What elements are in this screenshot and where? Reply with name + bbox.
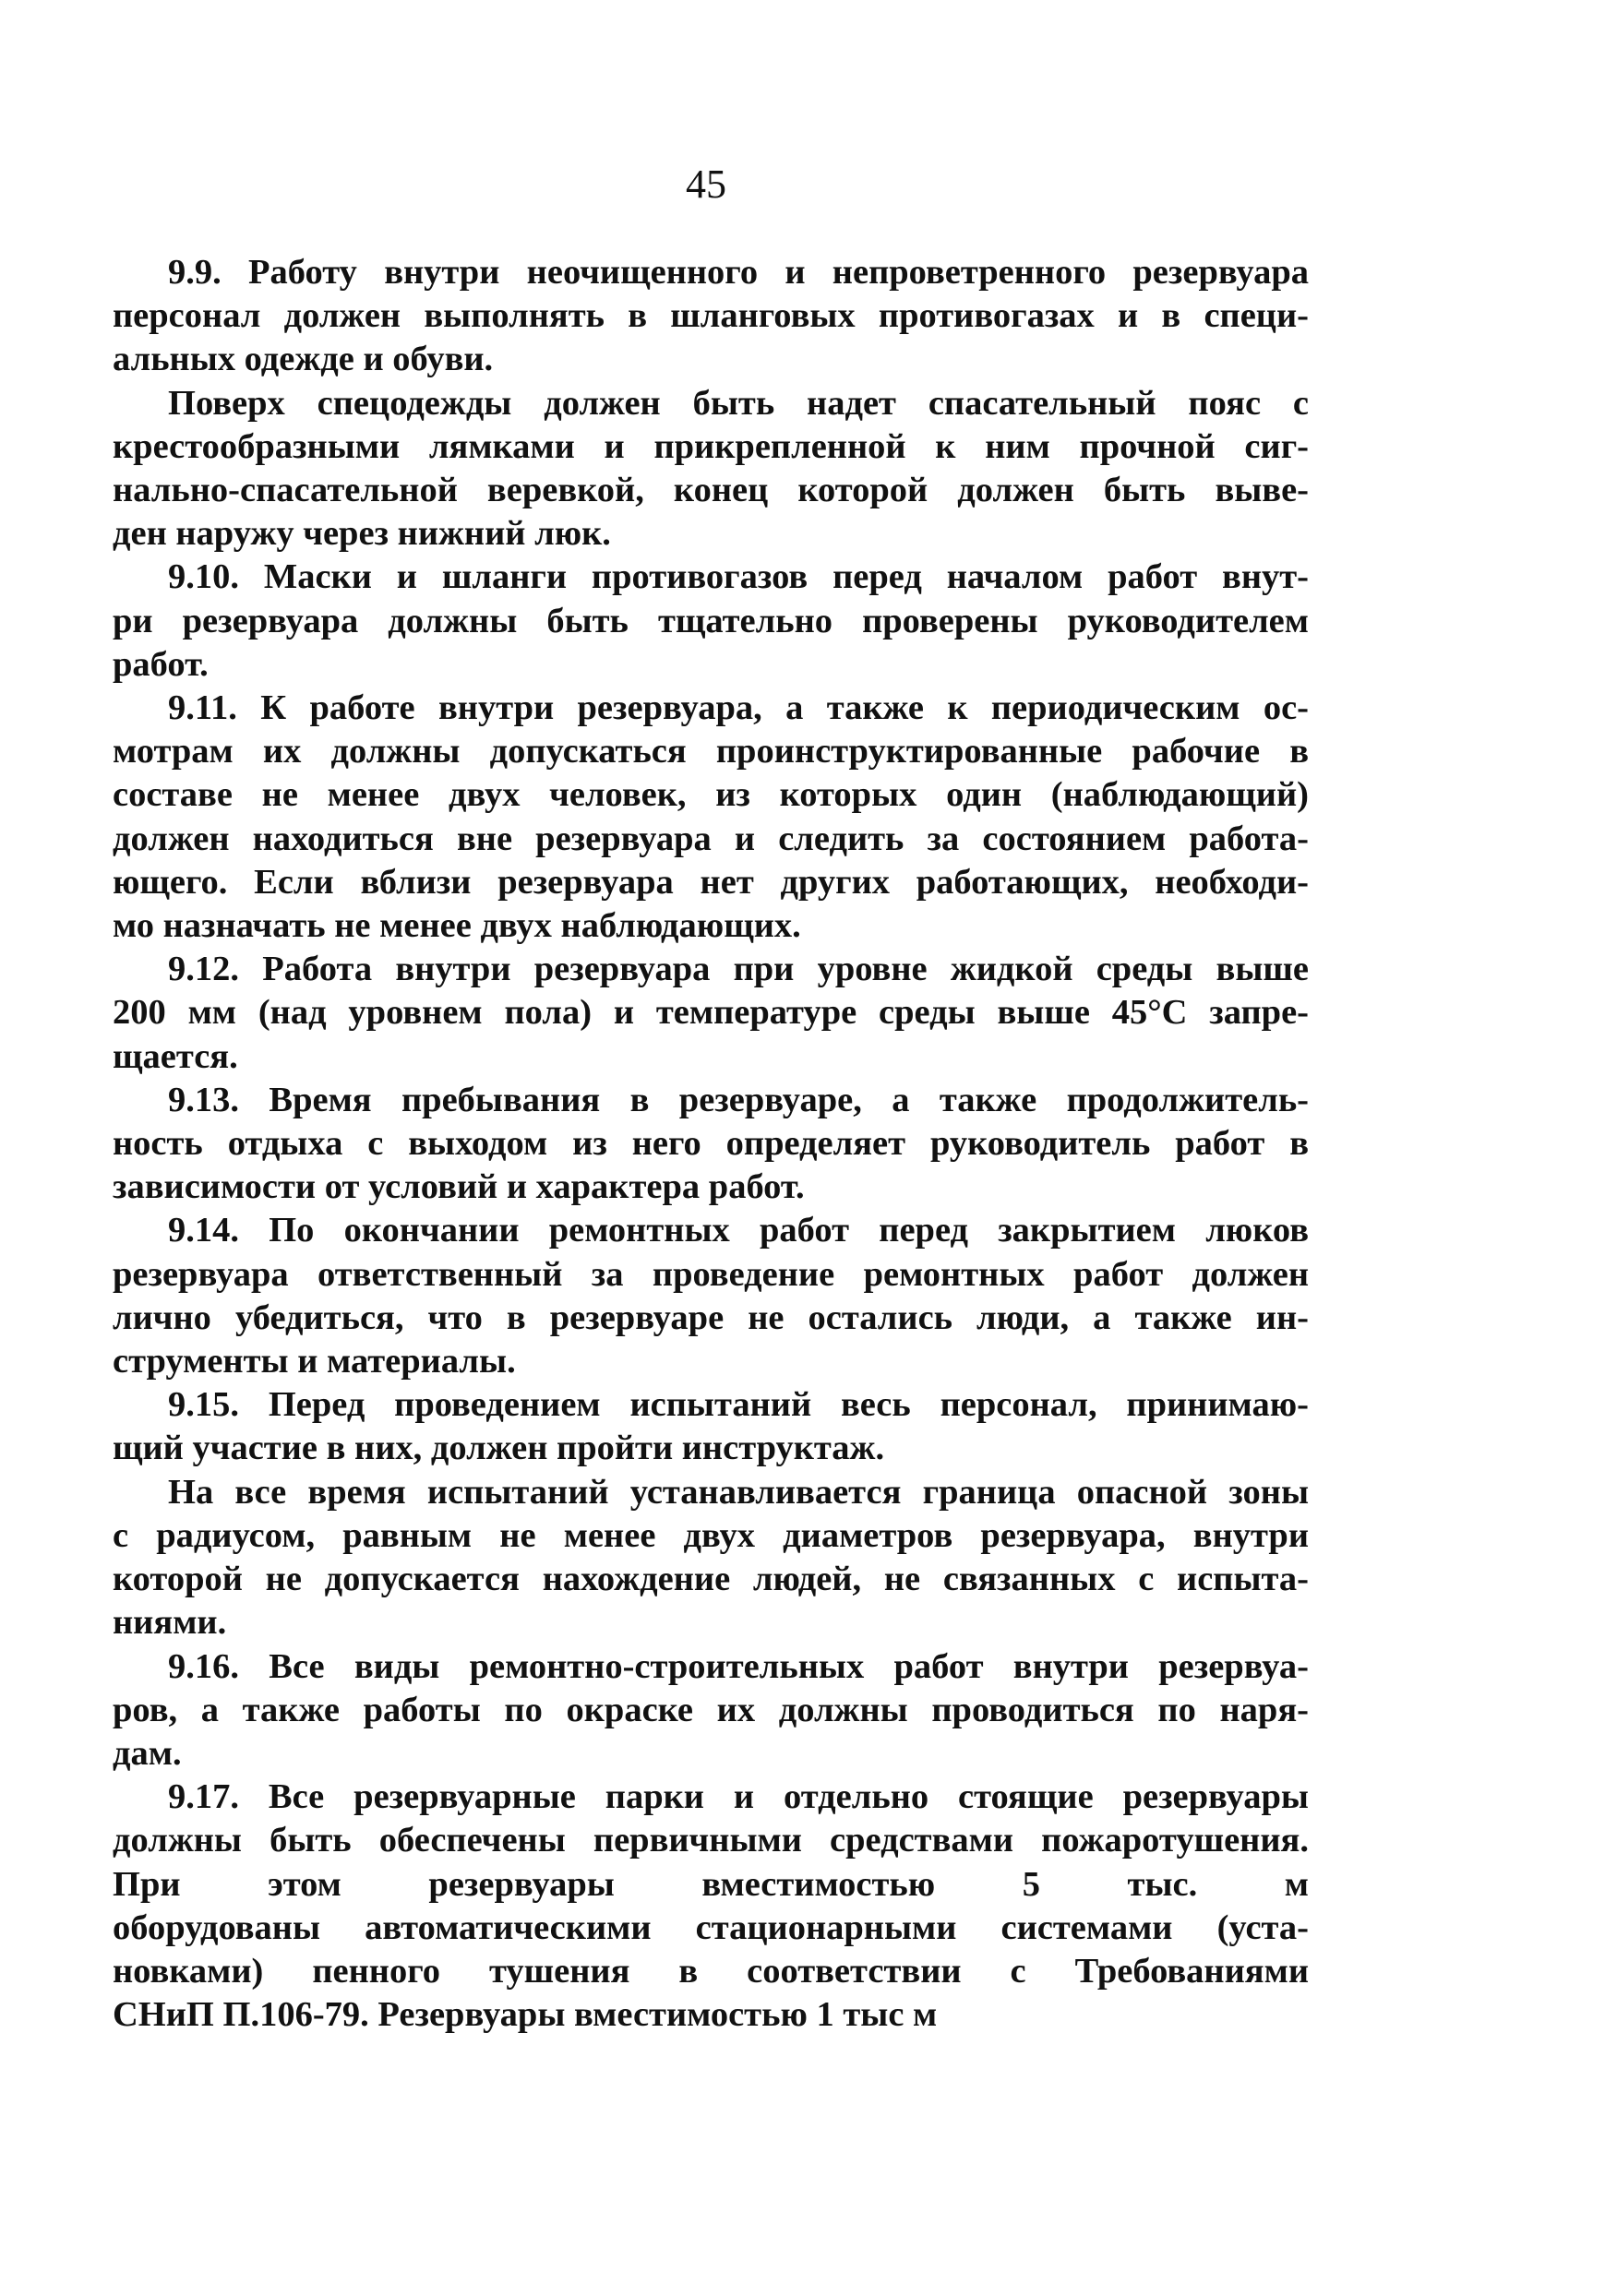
text-line: щий участие в них, должен пройти инструктаж. xyxy=(113,1429,885,1468)
text-line: резервуара ответственный за проведение ремонтных работ должен xyxy=(113,1254,1309,1294)
paragraph xyxy=(113,1471,1309,1645)
text-line: лично убедиться, что в резервуаре не остались люди, а также ин- xyxy=(113,1297,1309,1337)
text-line: с радиусом, равным не менее двух диаметров резервуара, внутри xyxy=(113,1515,1309,1555)
paragraph xyxy=(113,1383,1309,1470)
paragraph xyxy=(113,1079,1309,1210)
text-line: 9.10. Маски и шланги противогазов перед началом работ внут- xyxy=(168,557,1309,597)
text-line: 9.16. Все виды ремонтно-строительных работ внутри резервуа- xyxy=(168,1646,1309,1686)
text-line: 200 мм (над уровнем пола) и температуре среды выше 45°С запре- xyxy=(113,993,1309,1033)
body-text xyxy=(113,251,1309,2037)
paragraph xyxy=(113,1776,1309,2037)
text-line: Поверх спецодежды должен быть надет спасательный пояс с xyxy=(168,383,1309,423)
text-line: 9.17. Все резервуарные парки и отдельно стоящие резервуары xyxy=(168,1777,1309,1817)
text-line: мо назначать не менее двух наблюдающих. xyxy=(113,906,801,946)
text-line: 9.12. Работа внутри резервуара при уровне жидкой среды выше xyxy=(168,950,1309,989)
paragraph xyxy=(113,948,1309,1079)
text-line: новками) пенного тушения в соответствии с Требованиями xyxy=(113,1951,1309,1991)
paragraph xyxy=(113,556,1309,687)
text-line: щается. xyxy=(113,1036,238,1076)
text-line: ющего. Если вблизи резервуара нет других работающих, необходи- xyxy=(113,862,1309,902)
paragraph xyxy=(113,1209,1309,1383)
text-line: работ. xyxy=(113,644,209,684)
text-line: которой не допускается нахождение людей, не связанных с испыта- xyxy=(113,1560,1309,1599)
paragraph xyxy=(113,251,1309,382)
text-line: 9.14. По окончании ремонтных работ перед закрытием люков xyxy=(168,1211,1309,1250)
text-line: ров, а также работы по окраске их должны проводиться по наря- xyxy=(113,1690,1309,1729)
text-line: ри резервуара должны быть тщательно проверены руководителем xyxy=(113,601,1309,640)
paragraph xyxy=(113,1645,1309,1776)
text-line: 9.9. Работу внутри неочищенного и непроветренного резервуара xyxy=(168,253,1309,292)
text-line: должен находиться вне резервуара и следить за состоянием работа- xyxy=(113,819,1309,858)
text-line: оборудованы автоматическими стационарными системами (уста- xyxy=(113,1907,1309,1947)
text-line: 9.11. К работе внутри резервуара, а также к периодическим ос- xyxy=(168,688,1309,728)
text-line: На все время испытаний устанавливается граница опасной зоны xyxy=(168,1472,1309,1512)
text-line: нально-спасательной веревкой, конец которой должен быть выве- xyxy=(113,471,1309,510)
page-number: 45 xyxy=(686,161,726,207)
text-line: крестообразными лямками и прикрепленной к ним прочной сиг- xyxy=(113,426,1309,466)
text-line: 9.13. Время пребывания в резервуаре, а также продолжитель- xyxy=(168,1080,1309,1119)
text-line: составе не менее двух человек, из которых один (наблюдающий) xyxy=(113,775,1309,815)
text-line: ден наружу через нижний люк. xyxy=(113,514,611,554)
text-line: СНиП П.106-79. Резервуары вместимостью 1 тыс м xyxy=(113,1995,938,2035)
text-line: При этом резервуары вместимостью 5 тыс. м xyxy=(113,1864,1309,1904)
text-line: ниями. xyxy=(113,1603,227,1643)
paragraph xyxy=(113,382,1309,556)
text-line: персонал должен выполнять в шланговых противогазах и в специ- xyxy=(113,296,1309,336)
text-line: альных одежде и обуви. xyxy=(113,340,494,379)
text-line: зависимости от условий и характера работ. xyxy=(113,1167,805,1207)
text-line: ность отдыха с выходом из него определяет руководитель работ в xyxy=(113,1124,1309,1164)
text-line: струменты и материалы. xyxy=(113,1342,516,1381)
text-line: 9.15. Перед проведением испытаний весь персонал, принимаю- xyxy=(168,1385,1309,1425)
text-line: мотрам их должны допускаться проинструктированные рабочие в xyxy=(113,732,1309,771)
text-line: должны быть обеспечены первичными средствами пожаротушения. xyxy=(113,1821,1309,1860)
paragraph xyxy=(113,687,1309,948)
text-line: дам. xyxy=(113,1733,182,1773)
